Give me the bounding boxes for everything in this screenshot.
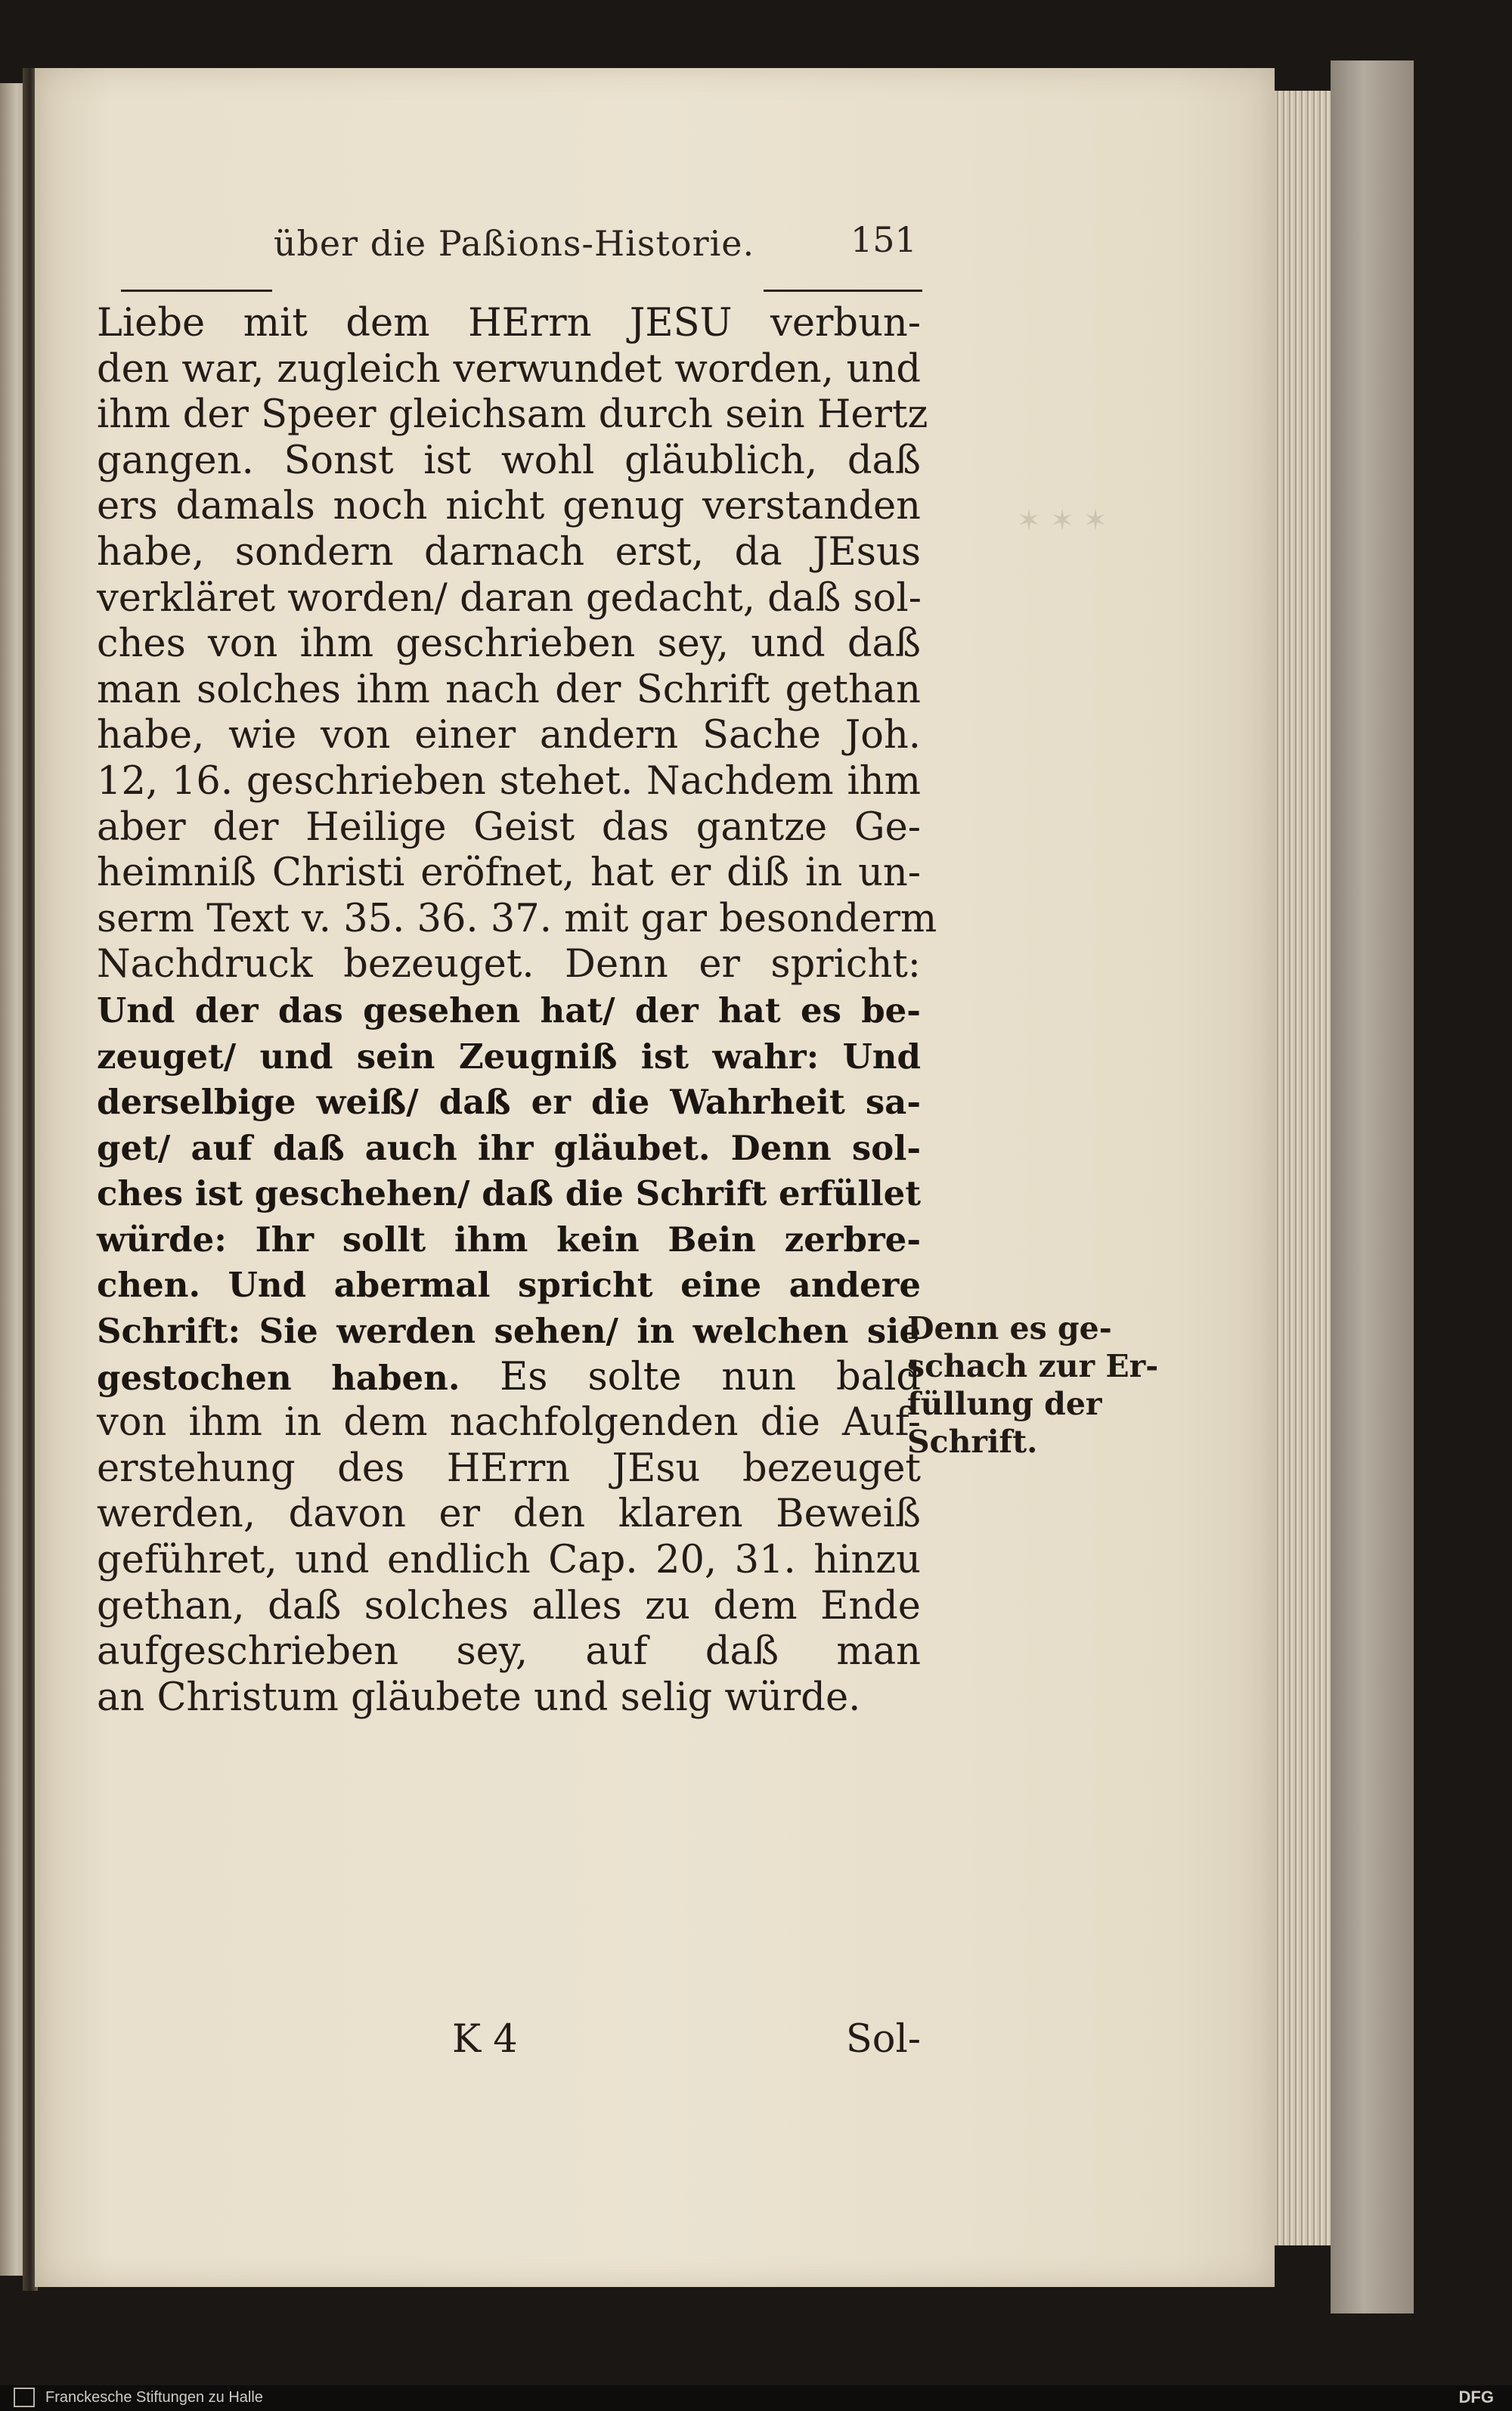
body-line: von ihm in dem nachfolgenden die Auf-	[97, 1400, 921, 1446]
quote-line: chen. Und abermal spricht eine andere	[97, 1265, 921, 1306]
catchline	[97, 2017, 921, 2062]
body-line: serm Text v. 35. 36. 37. mit gar besonderm	[97, 896, 937, 941]
quote-line: zeuget/ und sein Zeugniß ist wahr: Und	[97, 1036, 921, 1077]
quote-line: Und der das gesehen hat/ der hat es be-	[97, 990, 921, 1030]
quote-line: würde: Ihr sollt ihm kein Bein zerbre-	[97, 1219, 921, 1260]
running-head: über die Paßions-Historie.	[273, 223, 755, 264]
body-line: aufgeschrieben sey, auf daß man	[97, 1629, 921, 1675]
quote-end: gestochen haben.	[97, 1357, 460, 1398]
page-number: 151	[850, 219, 917, 260]
dfg-badge: DFG	[1458, 2388, 1494, 2406]
body-line: ihm der Speer gleichsam durch sein Hertz	[97, 392, 928, 438]
body-line: gangen. Sonst ist wohl gläublich, daß	[97, 438, 921, 483]
body-line: 12, 16. geschrieben stehet. Nachdem ihm	[97, 758, 921, 804]
body-line: heimniß Christi eröfnet, hat er diß in un-	[97, 851, 921, 896]
body-line: an Christum gläubete und selig würde.	[97, 1675, 861, 1720]
marginal-line: Denn es ge-	[907, 1310, 1112, 1347]
quote-line: derselbige weiß/ daß er die Wahrheit sa-	[97, 1082, 921, 1123]
body-line: habe, sondern darnach erst, da JEsus	[97, 529, 921, 575]
header-rule-left	[121, 290, 272, 292]
body-line: ches von ihm geschrieben sey, und daß	[97, 621, 921, 667]
quote-line: get/ auf daß auch ihr gläubet. Denn sol-	[97, 1127, 921, 1168]
body-line: man solches ihm nach der Schrift gethan	[97, 667, 921, 712]
footer-credit: Franckesche Stiftungen zu Halle	[45, 2389, 263, 2406]
body-line: aber der Heilige Geist das gantze Ge-	[97, 804, 921, 850]
book-cover-edge	[1331, 60, 1414, 2313]
header-rule-right	[764, 290, 922, 292]
catchword: Sol-	[845, 2017, 921, 2062]
body-line: ers damals noch nicht genug verstanden	[97, 484, 921, 529]
body-line: erstehung des HErrn JEsu bezeuget	[97, 1446, 921, 1491]
quote-line: Schrift: Sie werden sehen/ in welchen sie	[97, 1311, 921, 1352]
institution-logo-icon	[14, 2388, 35, 2407]
body-line: Nachdruck bezeuget. Denn er spricht:	[97, 942, 921, 987]
quote-line: ches ist geschehen/ daß die Schrift erfüllet	[97, 1173, 921, 1214]
body-line: verkläret worden/ daran gedacht, daß sol-	[97, 575, 922, 621]
show-through-text: ✶ ✶ ✶	[1017, 504, 1108, 537]
body-line: habe, wie von einer andern Sache Joh.	[97, 713, 921, 758]
body-line: gethan, daß solches alles zu dem Ende	[97, 1583, 921, 1629]
signature-mark: K 4	[452, 2017, 518, 2062]
marginal-note	[907, 1309, 1159, 1461]
body-line: werden, davon er den klaren Beweiß	[97, 1492, 921, 1537]
marginal-line: schach zur Er-	[907, 1348, 1159, 1384]
page-stack-edges	[1275, 91, 1331, 2245]
marginal-line: füllung der	[907, 1386, 1102, 1422]
body-resume: Es solte nun bald	[500, 1354, 922, 1399]
body-line: den war, zugleich verwundet worden, und	[97, 346, 921, 392]
main-text-block	[97, 301, 937, 1721]
marginal-line: Schrift.	[907, 1424, 1038, 1460]
body-line: geführet, und endlich Cap. 20, 31. hinzu	[97, 1538, 921, 1583]
mixed-line	[97, 1355, 921, 1401]
body-line: Liebe mit dem HErrn JESU verbun-	[97, 301, 921, 346]
